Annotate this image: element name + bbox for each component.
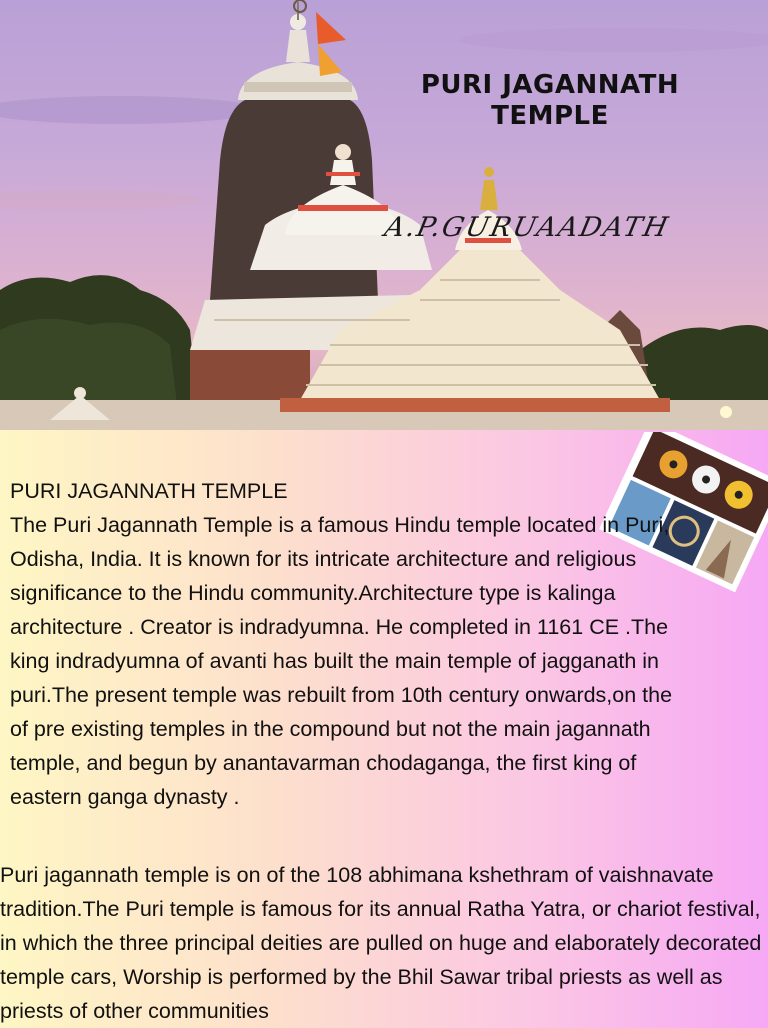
flag-icon [316, 12, 346, 44]
tradition-paragraph: Puri jagannath temple is on of the 108 abhimana kshethram of vaishnavate tradition.The Puri temple is famous for its annual Ratha Yatra, or chariot festival, in which the three principal deities are pulled on huge and elaborately decorated temple cars, Worship is performed by the Bhil Sawar tribal priests as well as priests of other communities [0, 863, 762, 1023]
hero-title-line1: PURI JAGANNATH [420, 70, 680, 100]
hero-banner [0, 0, 768, 430]
hero-title-line2: TEMPLE [491, 101, 609, 131]
intro-paragraph: The Puri Jagannath Temple is a famous Hindu temple located in Puri, Odisha, India. It is known for its intricate architecture and religious significance to the Hindu community.Architecture type is kalinga architecture . Creator is indradyumna. He completed in 1161 CE .The king indradyumna of avanti has built the main temple of jagganath in puri.The present temple was rebuilt from 10th century onwards,on the of pre existing temples in the compound but not the main jagannath temple, and begun by anantavarman chodaganga, the first king of eastern ganga dynasty . [10, 513, 673, 809]
intro-section [10, 474, 690, 814]
author-signature: A.P.GURUAADATH [381, 212, 673, 243]
hero-title [400, 70, 700, 132]
section-heading: PURI JAGANNATH TEMPLE [10, 479, 288, 503]
